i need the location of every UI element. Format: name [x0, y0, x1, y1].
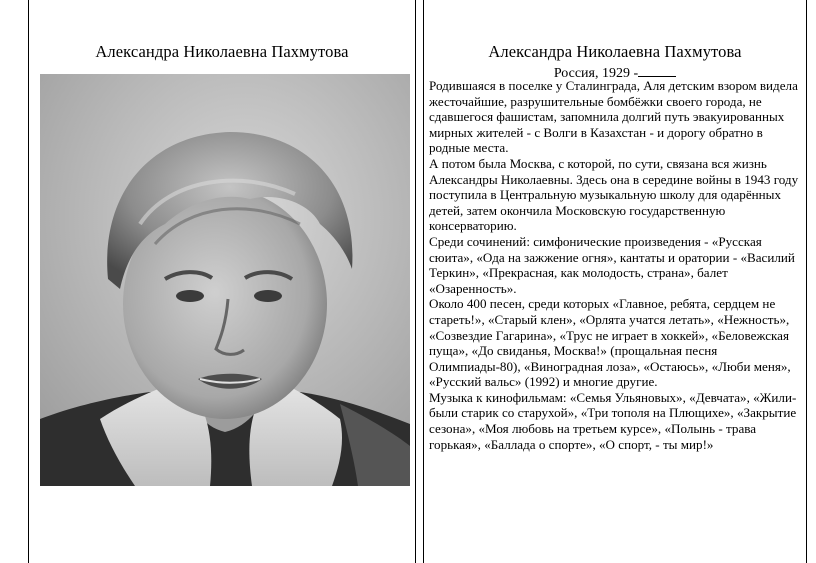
portrait-card-title: Александра Николаевна Пахмутова	[95, 42, 349, 61]
biography-card	[423, 0, 807, 563]
portrait-card	[28, 0, 416, 563]
portrait-photo	[40, 74, 410, 486]
bio-paragraph: Музыка к кинофильмам: «Семья Ульяновых», «Девчата», «Жили-были старик со старухой», «Три тополя на Плющихе», «Закрытие сезона», «Моя любовь на третьем курсе», «Полынь - трава горькая», «Баллада о спорте», «О спорт, - ты мир!»	[429, 389, 797, 452]
biography-title: Александра Николаевна Пахмутова	[488, 42, 742, 61]
bio-paragraph: Около 400 песен, среди которых «Главное, ребята, сердцем не стареть!», «Старый клен», «Орлята учатся летать», «Нежность», «Созвездие Гагарина», «Трус не играет в хоккей», «Беловежская пуща», «До свиданья, Москва!» (прощальная песня Олимпиады-80), «Виноградная лоза», «Остаюсь», «Люби меня», «Русский вальс» (1992) и многие другие.	[429, 296, 791, 390]
bio-paragraph: Родившаяся в поселке у Сталинграда, Аля детским взором видела жесточайшие, разрушительные бомбёжки своего города, не сдавшегося фашистам, запомнила долгий путь эвакуированных мирных жителей - с Волги в Казахстан - и дорогу обратно в родные места.	[429, 78, 798, 156]
blank-line	[638, 64, 676, 77]
bio-paragraph: А потом была Москва, с которой, по сути, связана вся жизнь Александры Николаевны. Здесь она в середине войны в 1943 году поступила в Центральную музыкальную школу для одарённых детей, затем окончила Московскую государственную консерваторию.	[429, 155, 799, 234]
bio-paragraph: Среди сочинений: симфонические произведения - «Русская сюита», «Ода на зажжение огня», кантаты и оратории - «Василий Теркин», «Прекрасная, как молодость, страна», балет «Озаренность».	[429, 233, 795, 296]
country-years: Россия, 1929 -	[553, 66, 639, 81]
biography-text	[429, 78, 801, 452]
